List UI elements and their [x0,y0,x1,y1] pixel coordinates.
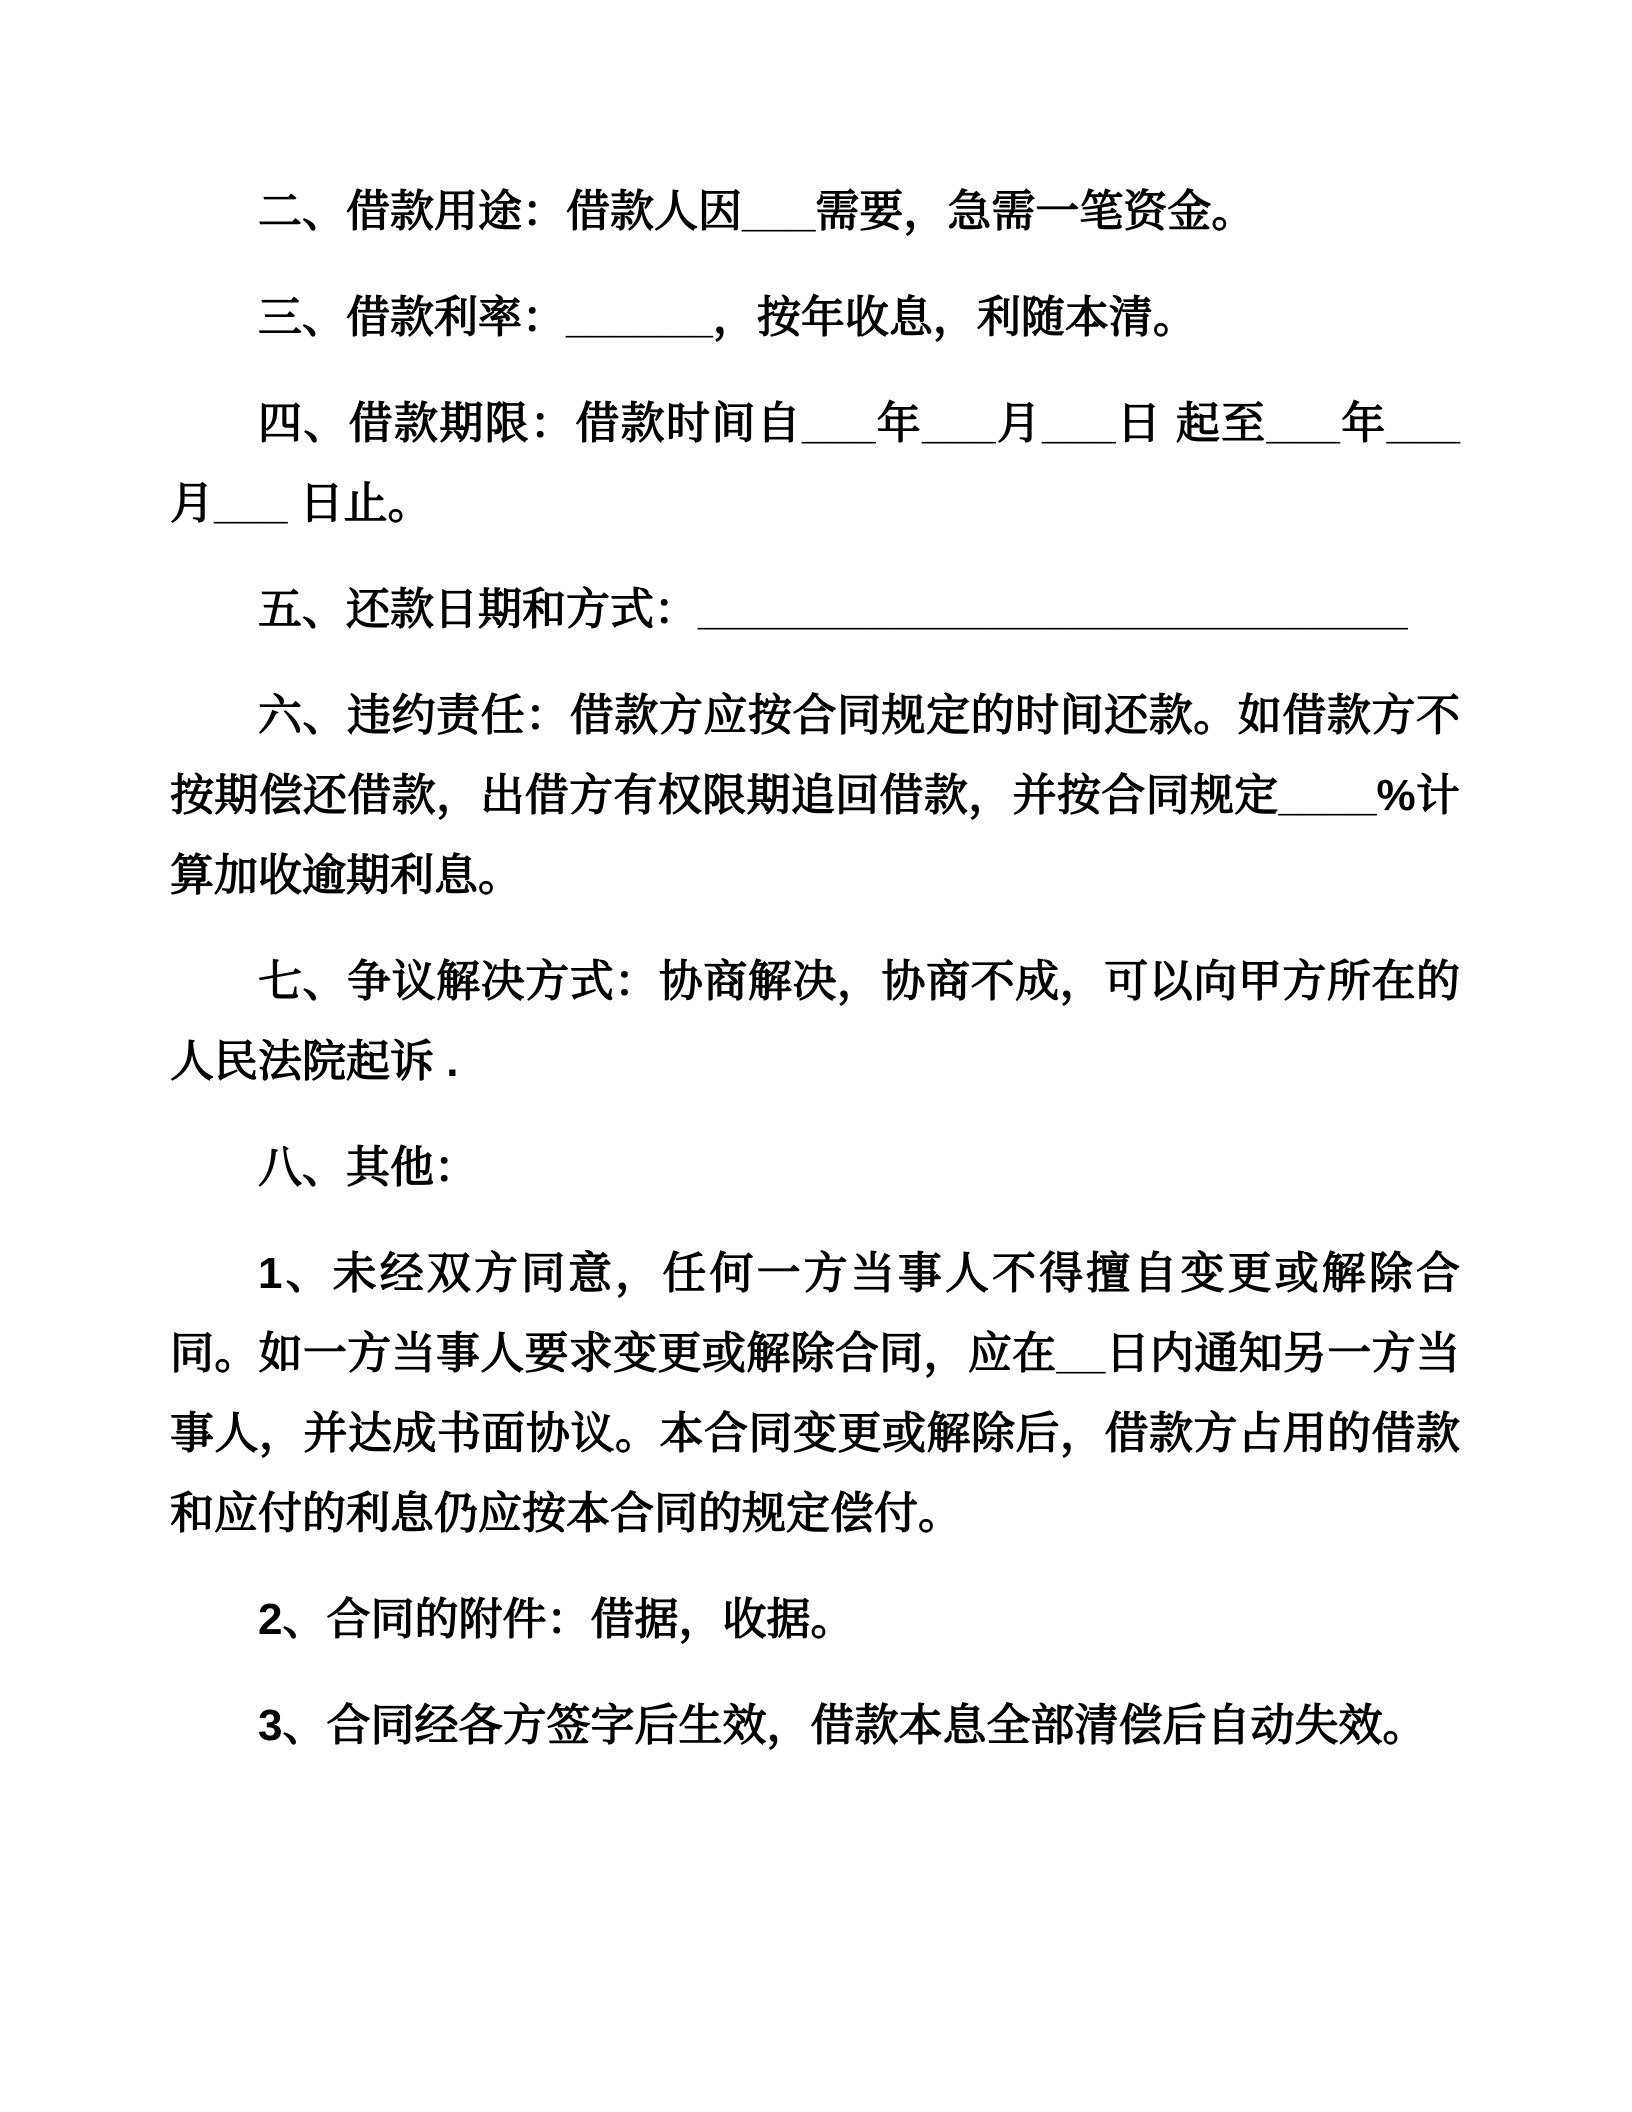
clause-other-item-2: 2、合同的附件：借据，收据。 [258,1595,855,1644]
clause-other-item-1: 1、未经双方同意，任何一方当事人不得擅自变更或解除合同。如一方当事人要求变更或解除合同，应在__日内通知另一方当事人，并达成书面协议。本合同变更或解除后，借款方占用的借款和应付的利息仍应按本合同的规定偿付。 [170,1249,1460,1538]
contract-body [170,172,1460,1766]
clause-loan-purpose: 二、借款用途：借款人因___需要，急需一笔资金。 [258,187,1256,236]
clause-interest-rate: 三、借款利率：______，按年收息，利随本清。 [258,293,1197,342]
clause-repayment-method: 五、还款日期和方式：_____________________________ [258,585,1408,634]
clause-breach-liability: 六、违约责任：借款方应按合同规定的时间还款。如借款方不按期偿还借款，出借方有权限期追回借款，并按合同规定____%计算加收逾期利息。 [170,691,1460,900]
clause-dispute-resolution: 七、争议解决方式：协商解决，协商不成，可以向甲方所在的人民法院起诉 . [170,957,1460,1086]
clause-other-item-3: 3、合同经各方签字后生效，借款本息全部清偿后自动失效。 [258,1701,1427,1750]
clause-loan-term: 四、借款期限：借款时间自___年___月___日 起至___年___月___ 日止。 [170,399,1460,528]
clause-others-heading: 八、其他： [258,1143,478,1192]
